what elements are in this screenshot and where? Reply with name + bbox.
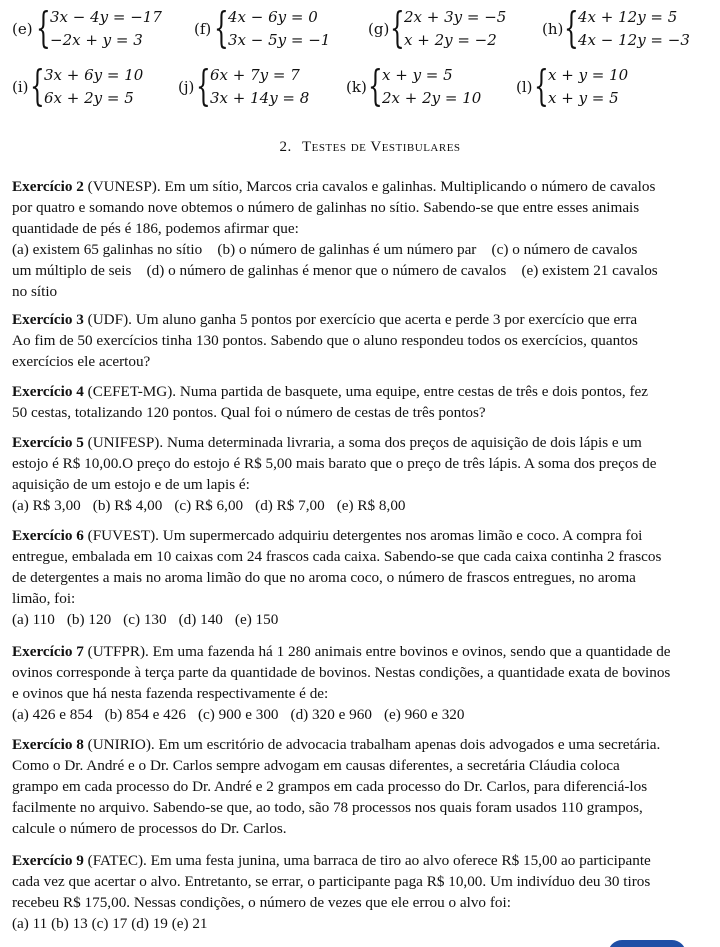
- brace-icon: {: [196, 61, 211, 110]
- exercise-head: Exercício 8: [12, 736, 84, 753]
- exercise-source: (UNIFESP).: [87, 434, 164, 451]
- exercise-options: [12, 704, 720, 725]
- exercise-head: Exercício 5: [12, 434, 84, 451]
- brace-icon: {: [390, 3, 405, 52]
- system-k: [346, 61, 516, 110]
- exercise-text: Em uma fazenda há 1 280 animais entre bovinos e ovinos, sendo que a quantidade de: [152, 643, 671, 660]
- exercise-text: no sítio: [12, 283, 58, 300]
- section-number: 2.: [279, 139, 292, 155]
- exercise-options: [12, 495, 720, 516]
- exercise-source: (UDF).: [87, 311, 132, 328]
- exercise-text: calcule o número de processos do Dr. Carlos.: [12, 820, 287, 837]
- exercise-text: grampo em cada processo do Dr. André e 2 grampos em cada processo do Dr. Carlos, para diferenciá-los: [12, 778, 648, 795]
- floating-action-button[interactable]: [608, 940, 686, 947]
- system-g: [368, 3, 538, 52]
- option-c: (c) R$ 6,00: [174, 497, 244, 514]
- section-heading: [0, 139, 720, 156]
- option-c: (c) 130: [123, 611, 167, 628]
- exercise-text: ovinos corresponde à terça parte da quantidade de bovinos. Nestas condições, a quantidade exata de bovinos: [12, 664, 671, 681]
- section-title: Testes de Vestibulares: [301, 139, 461, 155]
- exercise-option-line: (a) existem 65 galinhas no sítio (b) o número de galinhas é um número par (c) o número de cavalos: [12, 241, 638, 258]
- exercise-6: [12, 525, 720, 630]
- exercise-text: Um aluno ganha 5 pontos por exercício que acerta e perde 3 por exercício que erra: [135, 311, 638, 328]
- equation: 4x − 12y = −3: [578, 31, 690, 49]
- exercise-text: recebeu R$ 175,00. Nessas condições, o número de vezes que ele errou o alvo foi:: [12, 894, 511, 911]
- exercise-text: Um supermercado adquiriu detergentes nos aromas limão e coco. A compra foi: [162, 527, 643, 544]
- system-label: (h): [542, 20, 564, 38]
- exercise-options: (a) 11 (b) 13 (c) 17 (d) 19 (e) 21: [12, 915, 208, 932]
- equation: 2x + 3y = −5: [404, 8, 507, 26]
- exercise-source: (VUNESP).: [87, 178, 161, 195]
- exercise-text: limão, foi:: [12, 590, 76, 607]
- option-e: (e) R$ 8,00: [336, 497, 406, 514]
- system-j: [178, 61, 348, 110]
- exercise-head: Exercício 6: [12, 527, 84, 544]
- option-e: (e) 960 e 320: [383, 706, 465, 723]
- exercise-7: [12, 641, 720, 725]
- exercise-text: 50 cestas, totalizando 120 pontos. Qual foi o número de cestas de três pontos?: [12, 404, 486, 421]
- exercise-text: Em uma festa junina, uma barraca de tiro ao alvo oferece R$ 15,00 ao participante: [150, 852, 651, 869]
- option-b: (b) 120: [66, 611, 112, 628]
- option-d: (d) R$ 7,00: [255, 497, 325, 514]
- equation: 4x + 12y = 5: [578, 8, 678, 26]
- brace-icon: {: [30, 61, 45, 110]
- exercise-text: Como o Dr. André e o Dr. Carlos sempre advogam em causas diferentes, a secretária Cláudia coloca: [12, 757, 620, 774]
- exercise-text: exercícios ele acertou?: [12, 353, 151, 370]
- brace-icon: {: [214, 3, 229, 52]
- exercise-text: de detergentes a mais no aroma limão do que no aroma coco, o número de frascos entregues, no aroma: [12, 569, 636, 586]
- option-a: (a) R$ 3,00: [12, 497, 81, 514]
- equation: 6x + 2y = 5: [44, 89, 134, 107]
- equation: −2x + y = 3: [50, 31, 143, 49]
- exercise-text: entregue, embalada em 10 caixas com 24 frascos cada caixa. Sabendo-se que cada caixa continha 2 frascos: [12, 548, 662, 565]
- equation: 3x − 5y = −1: [228, 31, 331, 49]
- exercise-text: cada vez que acertar o alvo. Entretanto, se errar, o participante paga R$ 10,00. Um indivíduo deu 30 tiros: [12, 873, 651, 890]
- system-label: (e): [12, 20, 33, 38]
- option-c: (c) 900 e 300: [197, 706, 279, 723]
- option-a: (a) 110: [12, 611, 55, 628]
- exercise-source: (FUVEST).: [87, 527, 159, 544]
- equation: 3x + 6y = 10: [44, 66, 144, 84]
- exercise-text: quantidade de pés é 186, podemos afirmar que:: [12, 220, 299, 237]
- exercise-text: Em um sítio, Marcos cria cavalos e galinhas. Multiplicando o número de cavalos: [164, 178, 656, 195]
- exercise-option-line: um múltiplo de seis (d) o número de galinhas é menor que o número de cavalos (e) existem 21 cavalos: [12, 262, 658, 279]
- option-b: (b) 854 e 426: [104, 706, 186, 723]
- brace-icon: {: [36, 3, 51, 52]
- option-d: (d) 140: [178, 611, 223, 628]
- system-e: [12, 3, 182, 52]
- exercise-5: [12, 432, 720, 516]
- exercise-options: [12, 609, 720, 630]
- exercise-text: Numa determinada livraria, a soma dos preços de aquisição de dois lápis e um: [166, 434, 642, 451]
- system-label: (i): [12, 78, 29, 96]
- brace-icon: {: [564, 3, 579, 52]
- system-label: (g): [368, 20, 390, 38]
- system-i: [12, 61, 182, 110]
- exercise-source: (UNIRIO).: [87, 736, 155, 753]
- exercise-3: [12, 309, 720, 372]
- option-a: (a) 426 e 854: [12, 706, 93, 723]
- exercise-9: [12, 850, 720, 934]
- equation: 3x + 14y = 8: [210, 89, 310, 107]
- equation: 6x + 7y = 7: [210, 66, 300, 84]
- exercise-source: (CEFET-MG).: [87, 383, 177, 400]
- exercise-text: estojo é R$ 10,00.O preço do estojo é R$ 5,00 mais barato que o preço de três lápis. A soma dos preços de: [12, 455, 657, 472]
- exercise-4: [12, 381, 720, 423]
- equation: x + y = 5: [548, 89, 619, 107]
- system-h: [542, 3, 720, 52]
- exercise-text: e ovinos que há nesta fazenda respectivamente é de:: [12, 685, 329, 702]
- option-b: (b) R$ 4,00: [92, 497, 163, 514]
- exercise-2: [12, 176, 720, 302]
- system-label: (l): [516, 78, 533, 96]
- option-d: (d) 320 e 960: [290, 706, 372, 723]
- equation: x + 2y = −2: [404, 31, 497, 49]
- option-e: (e) 150: [234, 611, 279, 628]
- exercise-head: Exercício 2: [12, 178, 84, 195]
- equation: x + y = 5: [382, 66, 453, 84]
- system-label: (f): [194, 20, 212, 38]
- brace-icon: {: [534, 61, 549, 110]
- system-l: [516, 61, 686, 110]
- exercise-head: Exercício 4: [12, 383, 84, 400]
- exercise-text: Numa partida de basquete, uma equipe, entre cestas de três e dois pontos, fez: [179, 383, 649, 400]
- exercise-text: facilmente no arquivo. Sabendo-se que, ao todo, são 78 processos nos quais foram usados 110 grampos,: [12, 799, 643, 816]
- exercise-8: [12, 734, 720, 839]
- exercise-text: Em um escritório de advocacia trabalham apenas dois advogados e uma secretária.: [158, 736, 661, 753]
- equation: 2x + 2y = 10: [382, 89, 482, 107]
- exercise-text: Ao fim de 50 exercícios tinha 130 pontos. Sabendo que o aluno respondeu todos os exercícios, quantos: [12, 332, 638, 349]
- brace-icon: {: [368, 61, 383, 110]
- equation: 3x − 4y = −17: [50, 8, 162, 26]
- system-label: (k): [346, 78, 367, 96]
- exercise-text: aquisição de um estojo e de um lapis é:: [12, 476, 250, 493]
- exercise-source: (UTFPR).: [87, 643, 149, 660]
- equation: 4x − 6y = 0: [228, 8, 318, 26]
- system-f: [194, 3, 364, 52]
- exercise-text: por quatro e somando nove obtemos o número de galinhas no sítio. Sabendo-se que entre esses animais: [12, 199, 640, 216]
- equation: x + y = 10: [548, 66, 629, 84]
- exercise-source: (FATEC).: [87, 852, 147, 869]
- exercise-head: Exercício 7: [12, 643, 84, 660]
- exercise-head: Exercício 9: [12, 852, 84, 869]
- exercise-head: Exercício 3: [12, 311, 84, 328]
- system-label: (j): [178, 78, 195, 96]
